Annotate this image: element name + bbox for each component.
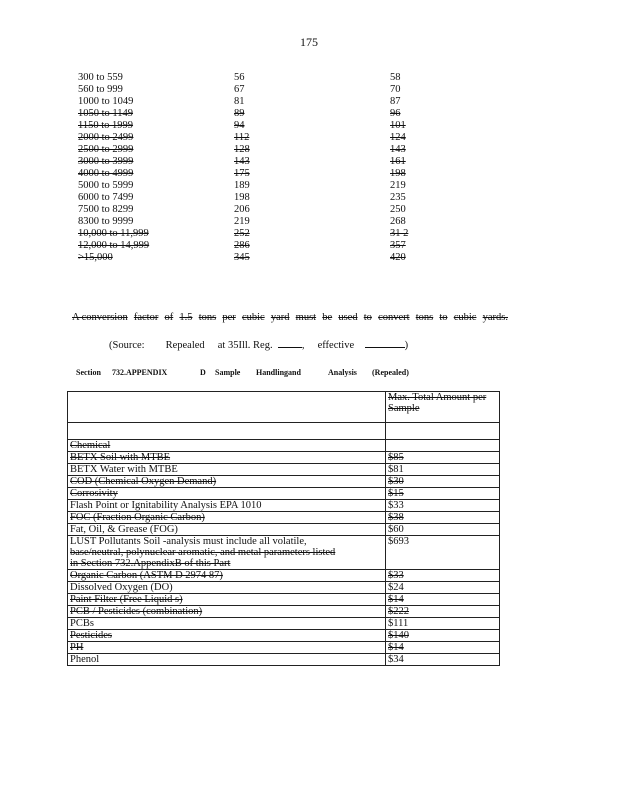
description-text: BETX Soil with MTBE [70, 452, 171, 463]
amount-text: $34 [388, 654, 404, 665]
section-sample: Sample [215, 368, 241, 377]
description-text: PCB / Pesticides (combination) [70, 606, 203, 617]
description-cell [68, 606, 386, 618]
fee-row [78, 132, 428, 144]
fee-row [78, 84, 428, 96]
table-row [68, 488, 500, 500]
fee-value-b: 268 [390, 216, 406, 227]
empty-cell [68, 423, 386, 440]
fee-value-a: 345 [234, 252, 250, 263]
table-empty-row [68, 423, 500, 440]
fee-row [78, 108, 428, 120]
sample-cost-table [67, 391, 500, 666]
fee-row [78, 252, 428, 264]
amount-text: $14 [388, 642, 404, 653]
fee-range: 8300 to 9999 [78, 216, 134, 227]
fee-value-b: 87 [390, 96, 401, 107]
fee-value-b: 96 [390, 108, 401, 119]
amount-cell [386, 606, 500, 618]
description-cell [68, 618, 386, 630]
table-row-lust [68, 536, 500, 570]
amount-text: $222 [388, 606, 409, 617]
section-analysis: Analysis [328, 368, 357, 377]
description-cell [68, 570, 386, 582]
fee-value-a: 56 [234, 72, 245, 83]
description-text: Pesticides [70, 630, 112, 641]
description-text: PCBs [70, 618, 94, 629]
description-text: Organic Carbon (ASTM D 2974 87) [70, 570, 223, 581]
description-text: Chemical [70, 440, 111, 451]
fee-row [78, 156, 428, 168]
fee-range: 2500 to 2999 [78, 144, 134, 155]
amount-cell [386, 440, 500, 452]
amount-cell [386, 642, 500, 654]
conversion-note [72, 312, 508, 323]
fee-value-a: 81 [234, 96, 245, 107]
note-word: tons [198, 312, 217, 323]
description-cell [68, 536, 386, 570]
fee-value-a: 252 [234, 228, 250, 239]
amount-text: $693 [388, 536, 409, 547]
description-cell [68, 512, 386, 524]
fee-value-b: 250 [390, 204, 406, 215]
fee-row [78, 120, 428, 132]
note-word: of [164, 312, 174, 323]
note-word: convert [378, 312, 410, 323]
source-blank-2 [365, 338, 405, 348]
amount-cell [386, 512, 500, 524]
fee-range: 12,000 to 14,999 [78, 240, 150, 251]
table-row [68, 570, 500, 582]
amount-cell [386, 654, 500, 666]
amount-cell [386, 452, 500, 464]
lust-description-line: LUST Pollutants Soil -analysis must include all volatile, [70, 536, 307, 547]
fee-row [78, 72, 428, 84]
source-suffix: ) [404, 340, 409, 351]
fee-range: 3000 to 3999 [78, 156, 134, 167]
lust-description-line: base/neutral, polynuclear aromatic, and metal parameters listed [70, 547, 336, 558]
fee-row [78, 204, 428, 216]
amount-cell [386, 582, 500, 594]
fee-range: 6000 to 7499 [78, 192, 134, 203]
fee-value-b: 235 [390, 192, 406, 203]
table-row [68, 440, 500, 452]
lust-description-line: in Section 732.AppendixB of this Part [70, 558, 231, 569]
source-separator: , [301, 340, 305, 351]
description-text: COD (Chemical Oxygen Demand) [70, 476, 217, 487]
amount-cell [386, 476, 500, 488]
note-word: yard [270, 312, 290, 323]
fee-range: 560 to 999 [78, 84, 123, 95]
fee-value-b: 70 [390, 84, 401, 95]
amount-cell [386, 500, 500, 512]
fee-row [78, 144, 428, 156]
description-cell [68, 642, 386, 654]
fee-value-a: 89 [234, 108, 245, 119]
description-text: PH [70, 642, 84, 653]
fee-range: 1050 to 1149 [78, 108, 134, 119]
description-cell [68, 524, 386, 536]
source-note [109, 338, 408, 351]
amount-text: $38 [388, 512, 404, 523]
note-word: per [222, 312, 236, 323]
fee-range: 5000 to 5999 [78, 180, 134, 191]
fee-value-a: 128 [234, 144, 250, 155]
fee-value-a: 286 [234, 240, 250, 251]
fee-value-a: 94 [234, 120, 245, 131]
description-cell [68, 488, 386, 500]
fee-value-b: 420 [390, 252, 406, 263]
note-word: be [322, 312, 333, 323]
table-row [68, 524, 500, 536]
fee-value-a: 219 [234, 216, 250, 227]
fee-range: 1150 to 1999 [78, 120, 134, 131]
fee-range: 7500 to 8299 [78, 204, 134, 215]
fee-value-b: 58 [390, 72, 401, 83]
fee-value-b: 198 [390, 168, 406, 179]
description-text: BETX Water with MTBE [70, 464, 178, 475]
fee-value-a: 206 [234, 204, 250, 215]
fee-value-a: 189 [234, 180, 250, 191]
description-text: Dissolved Oxygen (DO) [70, 582, 173, 593]
section-label: Section [76, 368, 101, 377]
description-text: Fat, Oil, & Grease (FOG) [70, 524, 178, 535]
page-number: 175 [300, 35, 318, 49]
table-row [68, 464, 500, 476]
fee-value-a: 143 [234, 156, 250, 167]
section-repealed: (Repealed) [372, 368, 409, 377]
table-row [68, 642, 500, 654]
fee-row [78, 96, 428, 108]
amount-text: $33 [388, 570, 404, 581]
amount-cell [386, 488, 500, 500]
fee-value-b: 101 [390, 120, 406, 131]
note-word: yards. [482, 312, 508, 323]
fee-range: >15,000 [78, 252, 113, 263]
amount-text: $140 [388, 630, 409, 641]
amount-cell [386, 536, 500, 570]
table-row [68, 512, 500, 524]
description-text: Phenol [70, 654, 100, 665]
amount-text: $81 [388, 464, 404, 475]
source-effective: effective [317, 340, 355, 351]
fee-row [78, 180, 428, 192]
table-row [68, 618, 500, 630]
description-text: Paint Filter (Free Liquid s) [70, 594, 183, 605]
note-word: 1.5 [179, 312, 193, 323]
amount-cell [386, 618, 500, 630]
fee-value-b: 31 2 [390, 228, 409, 239]
amount-text: $60 [388, 524, 404, 535]
source-word: Repealed [165, 340, 205, 351]
amount-text: $30 [388, 476, 404, 487]
section-d: D [200, 368, 206, 377]
header-amount-cell: Max. Total Amount per Sample [386, 392, 500, 423]
amount-cell [386, 524, 500, 536]
fee-row [78, 240, 428, 252]
table-row [68, 630, 500, 642]
fee-value-b: 357 [390, 240, 406, 251]
table-row [68, 500, 500, 512]
description-cell [68, 452, 386, 464]
fee-value-b: 219 [390, 180, 406, 191]
amount-text: $33 [388, 500, 404, 511]
fee-table [78, 72, 428, 264]
fee-value-a: 198 [234, 192, 250, 203]
note-word: tons [415, 312, 434, 323]
source-blank-1 [278, 338, 302, 348]
fee-row [78, 168, 428, 180]
note-word: to [439, 312, 448, 323]
amount-text: $85 [388, 452, 404, 463]
description-cell [68, 630, 386, 642]
description-cell [68, 582, 386, 594]
table-row [68, 594, 500, 606]
fee-row [78, 216, 428, 228]
fee-row [78, 228, 428, 240]
amount-cell [386, 570, 500, 582]
amount-text: $24 [388, 582, 404, 593]
note-word: to [363, 312, 372, 323]
table-row [68, 606, 500, 618]
empty-cell [386, 423, 500, 440]
note-word: factor [133, 312, 159, 323]
fee-value-a: 67 [234, 84, 245, 95]
amount-text: $15 [388, 488, 404, 499]
table-row [68, 476, 500, 488]
fee-range: 10,000 to 11,999 [78, 228, 149, 239]
table-row [68, 452, 500, 464]
description-cell [68, 594, 386, 606]
description-text: Corrosivity [70, 488, 118, 499]
note-word: must [295, 312, 317, 323]
note-word: A conversion [72, 312, 128, 323]
fee-range: 300 to 559 [78, 72, 123, 83]
header-description-cell [68, 392, 386, 423]
source-register: at 35Ill. Reg. [217, 340, 273, 351]
note-word: cubic [453, 312, 477, 323]
description-cell [68, 440, 386, 452]
description-cell [68, 500, 386, 512]
fee-row [78, 192, 428, 204]
fee-value-a: 175 [234, 168, 250, 179]
table-row [68, 654, 500, 666]
note-word: cubic [241, 312, 265, 323]
section-handling: Handlingand [256, 368, 301, 377]
table-header-row [68, 392, 500, 423]
fee-range: 2000 to 2499 [78, 132, 134, 143]
description-cell [68, 476, 386, 488]
amount-text: $111 [388, 618, 409, 629]
source-prefix: (Source: [109, 340, 145, 351]
description-cell [68, 654, 386, 666]
fee-value-a: 112 [234, 132, 250, 143]
fee-value-b: 143 [390, 144, 406, 155]
amount-cell [386, 594, 500, 606]
section-appendix: 732.APPENDIX [112, 368, 168, 377]
amount-cell [386, 464, 500, 476]
description-text: Flash Point or Ignitability Analysis EPA 1010 [70, 500, 262, 511]
amount-cell [386, 630, 500, 642]
fee-range: 4000 to 4999 [78, 168, 134, 179]
fee-value-b: 124 [390, 132, 406, 143]
table-row [68, 582, 500, 594]
amount-text: $14 [388, 594, 404, 605]
note-word: used [338, 312, 358, 323]
fee-value-b: 161 [390, 156, 406, 167]
description-text: FOC (Fraction Organic Carbon) [70, 512, 205, 523]
description-cell [68, 464, 386, 476]
fee-range: 1000 to 1049 [78, 96, 134, 107]
